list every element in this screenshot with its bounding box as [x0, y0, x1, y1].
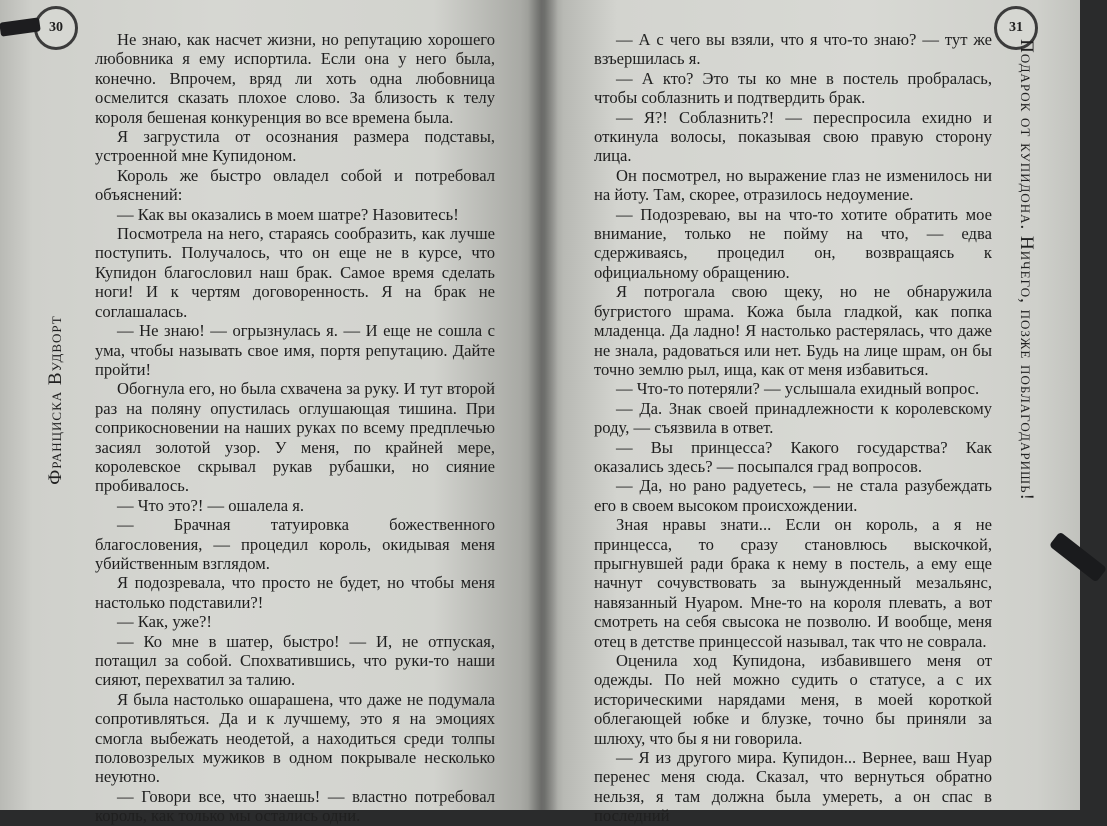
paragraph: — Да, но рано радуетесь, — не стала разубеждать его в своем высоком происхождении.	[594, 476, 992, 515]
paragraph: Я потрогала свою щеку, но не обнаружила бугристого шрама. Кожа была гладкой, как попка младенца. Да ладно! Я настолько растерялась, что даже не знала, радоваться или нет. Будь на лице шрам, он бы точно землю рыл, ища, как от меня избавиться.	[594, 282, 992, 379]
paragraph: — Брачная татуировка божественного благословения, — процедил король, окидывая меня убийственным взглядом.	[95, 515, 495, 573]
right-page	[542, 0, 1080, 826]
running-head-author: Франциска Вудворт	[45, 315, 66, 485]
page-number-right: 31	[994, 6, 1038, 50]
paragraph: — Как, уже?!	[117, 612, 212, 632]
paragraph: — Что это?! — ошалела я.	[117, 495, 305, 515]
paragraph: Обогнула его, но была схвачена за руку. И тут второй раз на поляну опустилась оглушающая тишина. При соприкосновении на наших руках по всему предплечью засиял золотой узор. У меня, по крайней мере, королевское скрывал рукав рубашки, но сияние пробивалось.	[95, 379, 495, 496]
paragraph: — А кто? Это ты ко мне в постель пробралась, чтобы соблазнить и подтвердить брак.	[594, 68, 992, 108]
left-page-text	[95, 30, 495, 826]
paragraph: — Говори все, что знаешь! — властно потребовал король, как только мы остались одни.	[95, 786, 495, 826]
paragraph: — Я?! Соблазнить?! — переспросила ехидно и откинула волосы, показывая свою правую сторону лица.	[594, 107, 992, 166]
paragraph: — Вы принцесса? Какого государства? Как оказались здесь? — посыпался град вопросов.	[594, 437, 992, 476]
running-head-title: Подарок от купидона. Ничего, позже поблагодаришь!	[1016, 39, 1037, 501]
right-page-text	[594, 30, 992, 826]
paragraph: — Подозреваю, вы на что-то хотите обратить мое внимание, только не пойму на что, — едва сдерживаясь, процедил он, возвращаясь к официальному обращению.	[594, 204, 992, 282]
paragraph: — Ко мне в шатер, быстро! — И, не отпуская, потащил за собой. Спохватившись, что руки-то наши сияют, перехватил за талию.	[95, 631, 495, 690]
paragraph: Оценила ход Купидона, избавившего меня от одежды. По ней можно судить о статусе, а с их историческими нарядами меня, в моей короткой облегающей юбке и блузке, точно бы приняли за шлюху, что бы я ни говорила.	[594, 651, 992, 748]
paragraph: — Да. Знак своей принадлежности к королевскому роду, — съязвила в ответ.	[594, 398, 992, 438]
paragraph: Зная нравы знати... Если он король, а я не принцесса, то сразу становлюсь выскочкой, прыгнувшей ради брака к нему в постель, а ему еще начнут сочувствовать за вынужденный мезальянс, навязанный Нуаром. Мне-то на короля плевать, а вот смотреть на себя свысока не позволю. И вообще, меня отец в детстве принцессой называл, так что не соврала.	[594, 515, 992, 651]
paragraph: — Как вы оказались в моем шатре? Назовитесь!	[117, 204, 459, 224]
paragraph: Я была настолько ошарашена, что даже не подумала сопротивляться. Да и к лучшему, это я на эмоциях смогла выбежать неодетой, а находиться среди толпы половозрелых мужиков в одном покрывале несколько неуютно.	[95, 689, 495, 787]
paragraph: — Что-то потеряли? — услышала ехидный вопрос.	[616, 379, 980, 399]
paragraph: Я загрустила от осознания размера подставы, устроенной мне Купидоном.	[95, 127, 495, 166]
paragraph: Не знаю, как насчет жизни, но репутацию хорошего любовника я ему испортила. Если она у него была, конечно. Впрочем, вряд ли хоть одна любовница осмелится сказать плохое слово. За близость к телу короля бешеная конкуренция во все времена была.	[95, 30, 495, 127]
paragraph: — А с чего вы взяли, что я что-то знаю? — тут же взъершилась я.	[594, 30, 992, 69]
paragraph: — Не знаю! — огрызнулась я. — И еще не сошла с ума, чтобы называть свое имя, портя репутацию. Дайте пройти!	[95, 321, 495, 379]
paragraph: Посмотрела на него, стараясь сообразить, как лучше поступить. Получалось, что он еще не в курсе, что Купидон благословил наш брак. Самое время сделать ноги! И к чертям договоренность. Я на брак не соглашалась.	[95, 224, 495, 321]
paragraph: Король же быстро овладел собой и потребовал объяснений:	[95, 165, 495, 205]
page-number-left: 30	[34, 6, 78, 50]
left-page	[0, 0, 542, 826]
paragraph: — Я из другого мира. Купидон... Вернее, ваш Нуар перенес меня сюда. Сказал, что вернуться обратно нельзя, я там должна была умереть, а он спас в последний	[594, 748, 992, 826]
paragraph: Я подозревала, что просто не будет, но чтобы меня настолько подставили?!	[95, 573, 495, 612]
paragraph: Он посмотрел, но выражение глаз не изменилось ни на йоту. Там, скорее, отразилось недоумение.	[594, 165, 992, 205]
